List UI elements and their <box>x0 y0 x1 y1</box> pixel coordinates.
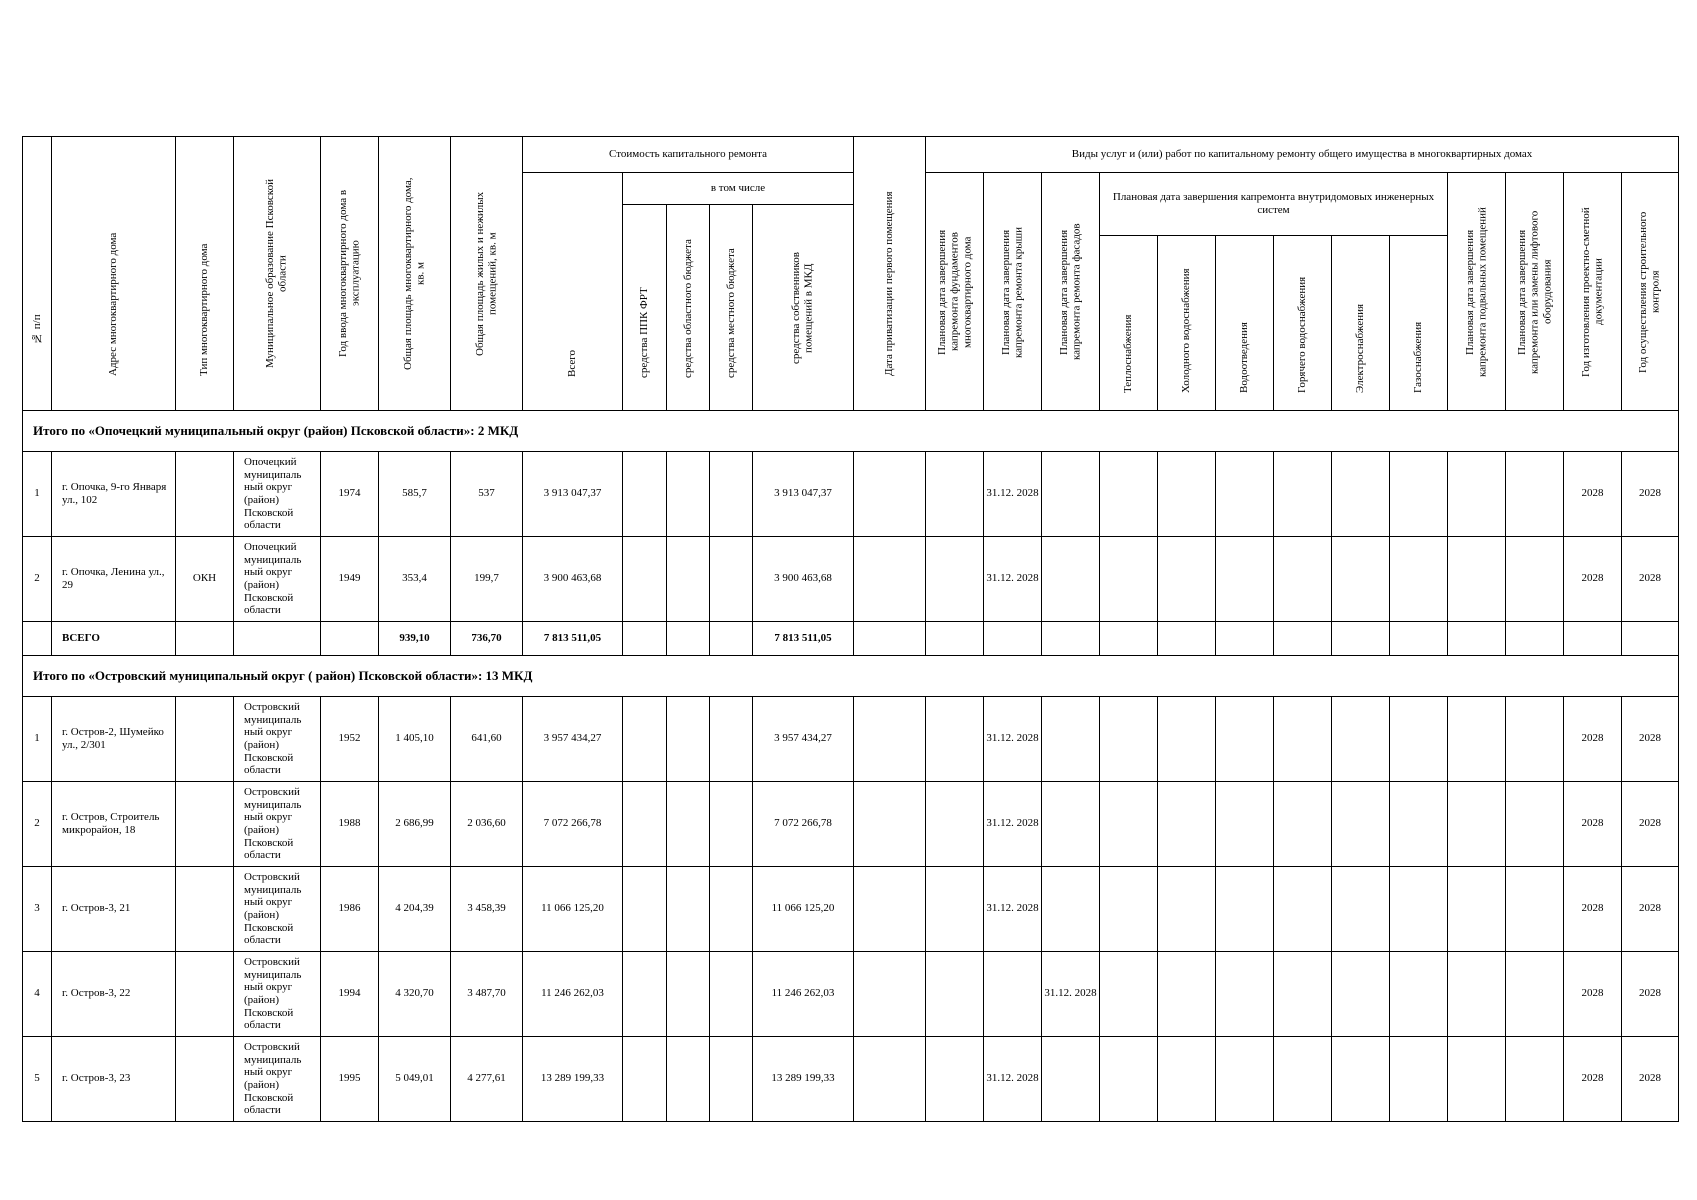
row-empty-cell <box>1390 782 1448 867</box>
row-empty-cell <box>623 782 667 867</box>
row-empty-cell <box>926 537 984 622</box>
header-privatization: Дата приватизации первого помещения <box>854 137 926 411</box>
row-roof-date: 31.12. 2028 <box>984 867 1042 952</box>
row-design-year: 2028 <box>1564 952 1622 1037</box>
row-control-year: 2028 <box>1622 867 1679 952</box>
row-empty-cell <box>1390 952 1448 1037</box>
row-facade-date: 31.12. 2028 <box>1042 952 1100 1037</box>
total-owners: 7 813 511,05 <box>753 622 854 656</box>
row-area: 2 686,99 <box>379 782 451 867</box>
row-facade-date <box>1042 452 1100 537</box>
header-drainage: Водоотведения <box>1216 236 1274 411</box>
row-area: 1 405,10 <box>379 697 451 782</box>
row-empty-cell <box>1506 782 1564 867</box>
row-municipality: Островский муниципаль ный округ (район) Псковской области <box>234 952 321 1037</box>
header-basement: Плановая дата завершения капремонта подвальных помещений <box>1448 173 1506 411</box>
row-num: 4 <box>23 952 52 1037</box>
row-empty-cell <box>1506 952 1564 1037</box>
row-roof-date: 31.12. 2028 <box>984 697 1042 782</box>
row-empty-cell <box>1448 452 1506 537</box>
row-owners: 3 913 047,37 <box>753 452 854 537</box>
row-owners: 11 066 125,20 <box>753 867 854 952</box>
row-address: г. Остров-3, 21 <box>52 867 176 952</box>
header-regional: средства областного бюджета <box>667 205 710 411</box>
row-empty-cell <box>926 867 984 952</box>
row-control-year: 2028 <box>1622 952 1679 1037</box>
total-cost: 7 813 511,05 <box>523 622 623 656</box>
group-title: Итого по «Островский муниципальный округ ( район) Псковской области»: 13 МКД <box>23 656 1679 697</box>
row-empty-cell <box>1274 1037 1332 1122</box>
total-label: ВСЕГО <box>52 622 176 656</box>
row-premises: 3 487,70 <box>451 952 523 1037</box>
total-empty-cell <box>234 622 321 656</box>
row-year: 1949 <box>321 537 379 622</box>
row-type <box>176 697 234 782</box>
row-empty-cell <box>1506 452 1564 537</box>
row-empty-cell <box>1506 1037 1564 1122</box>
row-empty-cell <box>1448 952 1506 1037</box>
row-premises: 2 036,60 <box>451 782 523 867</box>
row-empty-cell <box>854 952 926 1037</box>
table-row <box>23 867 1679 952</box>
row-owners: 3 900 463,68 <box>753 537 854 622</box>
row-empty-cell <box>1216 952 1274 1037</box>
row-cost-total: 11 246 262,03 <box>523 952 623 1037</box>
row-facade-date <box>1042 697 1100 782</box>
row-num: 1 <box>23 697 52 782</box>
row-empty-cell <box>623 537 667 622</box>
row-area: 353,4 <box>379 537 451 622</box>
row-empty-cell <box>1390 1037 1448 1122</box>
row-empty-cell <box>1332 952 1390 1037</box>
row-empty-cell <box>1216 697 1274 782</box>
row-area: 4 204,39 <box>379 867 451 952</box>
row-empty-cell <box>623 697 667 782</box>
row-num: 2 <box>23 537 52 622</box>
row-empty-cell <box>1216 1037 1274 1122</box>
row-empty-cell <box>854 697 926 782</box>
row-empty-cell <box>1448 782 1506 867</box>
row-empty-cell <box>667 452 710 537</box>
header-gas: Газоснабжения <box>1390 236 1448 411</box>
repair-register-table <box>22 136 1679 1122</box>
row-empty-cell <box>1100 697 1158 782</box>
total-area: 939,10 <box>379 622 451 656</box>
row-roof-date <box>984 952 1042 1037</box>
row-type <box>176 952 234 1037</box>
header-total-area: Общая площадь многоквартирного дома, кв. м <box>379 137 451 411</box>
row-cost-total: 7 072 266,78 <box>523 782 623 867</box>
header-premises-area: Общая площадь жилых и нежилых помещений, кв. м <box>451 137 523 411</box>
row-empty-cell <box>854 1037 926 1122</box>
row-design-year: 2028 <box>1564 867 1622 952</box>
row-empty-cell <box>1332 782 1390 867</box>
row-empty-cell <box>1100 537 1158 622</box>
row-facade-date <box>1042 782 1100 867</box>
row-empty-cell <box>710 697 753 782</box>
total-empty-cell <box>854 622 926 656</box>
row-empty-cell <box>1390 697 1448 782</box>
row-empty-cell <box>1448 1037 1506 1122</box>
row-premises: 537 <box>451 452 523 537</box>
row-owners: 11 246 262,03 <box>753 952 854 1037</box>
header-electric: Электроснабжения <box>1332 236 1390 411</box>
header-year-built: Год ввода многоквартирного дома в эксплуатацию <box>321 137 379 411</box>
row-type <box>176 867 234 952</box>
row-owners: 13 289 199,33 <box>753 1037 854 1122</box>
row-control-year: 2028 <box>1622 697 1679 782</box>
row-roof-date: 31.12. 2028 <box>984 537 1042 622</box>
row-empty-cell <box>667 697 710 782</box>
row-empty-cell <box>926 452 984 537</box>
row-empty-cell <box>1274 782 1332 867</box>
row-empty-cell <box>1274 537 1332 622</box>
total-empty-cell <box>667 622 710 656</box>
row-empty-cell <box>710 782 753 867</box>
row-address: г. Опочка, Ленина ул., 29 <box>52 537 176 622</box>
row-empty-cell <box>1100 782 1158 867</box>
row-empty-cell <box>667 867 710 952</box>
header-cost-total: Всего <box>523 173 623 411</box>
row-empty-cell <box>1216 537 1274 622</box>
header-cold-water: Холодного водоснабжения <box>1158 236 1216 411</box>
group-row <box>23 411 1679 452</box>
row-empty-cell <box>854 537 926 622</box>
row-empty-cell <box>1506 537 1564 622</box>
row-year: 1952 <box>321 697 379 782</box>
total-empty-cell <box>1274 622 1332 656</box>
row-facade-date <box>1042 1037 1100 1122</box>
total-empty-cell <box>1216 622 1274 656</box>
row-premises: 3 458,39 <box>451 867 523 952</box>
total-empty-cell <box>984 622 1042 656</box>
row-municipality: Островский муниципаль ный округ (район) Псковской области <box>234 697 321 782</box>
header-control-year: Год осуществления строительного контроля <box>1622 173 1679 411</box>
row-empty-cell <box>1216 867 1274 952</box>
row-num: 3 <box>23 867 52 952</box>
row-cost-total: 3 900 463,68 <box>523 537 623 622</box>
row-empty-cell <box>1100 952 1158 1037</box>
header-municipality: Муниципальное образование Псковской области <box>234 137 321 411</box>
row-empty-cell <box>854 867 926 952</box>
row-type <box>176 782 234 867</box>
row-empty-cell <box>1332 867 1390 952</box>
header-type: Тип многоквартирного дома <box>176 137 234 411</box>
row-empty-cell <box>710 452 753 537</box>
total-empty-cell <box>1332 622 1390 656</box>
row-empty-cell <box>710 952 753 1037</box>
row-empty-cell <box>1274 452 1332 537</box>
row-empty-cell <box>623 952 667 1037</box>
row-empty-cell <box>1158 952 1216 1037</box>
total-premises: 736,70 <box>451 622 523 656</box>
row-address: г. Остров-2, Шумейко ул., 2/301 <box>52 697 176 782</box>
row-empty-cell <box>1390 867 1448 952</box>
row-num: 1 <box>23 452 52 537</box>
row-control-year: 2028 <box>1622 782 1679 867</box>
group-row <box>23 656 1679 697</box>
header-num: № п/п <box>23 137 52 411</box>
row-empty-cell <box>667 782 710 867</box>
row-empty-cell <box>1274 952 1332 1037</box>
table-row <box>23 697 1679 782</box>
row-design-year: 2028 <box>1564 697 1622 782</box>
row-empty-cell <box>667 952 710 1037</box>
header-elevator: Плановая дата завершения капремонта или замены лифтового оборудования <box>1506 173 1564 411</box>
row-year: 1994 <box>321 952 379 1037</box>
table-row <box>23 952 1679 1037</box>
row-year: 1995 <box>321 1037 379 1122</box>
row-empty-cell <box>1100 452 1158 537</box>
row-empty-cell <box>1448 697 1506 782</box>
row-facade-date <box>1042 537 1100 622</box>
row-year: 1988 <box>321 782 379 867</box>
row-num: 5 <box>23 1037 52 1122</box>
row-empty-cell <box>667 537 710 622</box>
row-empty-cell <box>1448 537 1506 622</box>
row-empty-cell <box>1158 867 1216 952</box>
header-owners: средства собственников помещений в МКД <box>753 205 854 411</box>
row-address: г. Остров, Строитель микрорайон, 18 <box>52 782 176 867</box>
row-empty-cell <box>1506 867 1564 952</box>
row-owners: 3 957 434,27 <box>753 697 854 782</box>
row-design-year: 2028 <box>1564 537 1622 622</box>
table-row <box>23 452 1679 537</box>
row-empty-cell <box>623 867 667 952</box>
total-empty-cell <box>710 622 753 656</box>
row-area: 4 320,70 <box>379 952 451 1037</box>
header-works-group: Виды услуг и (или) работ по капитальному ремонту общего имущества в многоквартирных домах <box>926 137 1679 173</box>
row-control-year: 2028 <box>1622 452 1679 537</box>
row-empty-cell <box>1332 537 1390 622</box>
row-address: г. Остров-3, 22 <box>52 952 176 1037</box>
row-empty-cell <box>1448 867 1506 952</box>
total-empty-cell <box>1622 622 1679 656</box>
header-foundation: Плановая дата завершения капремонта фундаментов многоквартирного дома <box>926 173 984 411</box>
row-design-year: 2028 <box>1564 1037 1622 1122</box>
row-year: 1986 <box>321 867 379 952</box>
row-empty-cell <box>710 867 753 952</box>
row-empty-cell <box>1274 867 1332 952</box>
header-local: средства местного бюджета <box>710 205 753 411</box>
total-empty-cell <box>1390 622 1448 656</box>
header-heat: Теплоснабжения <box>1100 236 1158 411</box>
row-address: г. Остров-3, 23 <box>52 1037 176 1122</box>
total-empty-cell <box>1564 622 1622 656</box>
row-empty-cell <box>1100 1037 1158 1122</box>
row-empty-cell <box>1158 537 1216 622</box>
total-empty-cell <box>926 622 984 656</box>
row-address: г. Опочка, 9-го Января ул., 102 <box>52 452 176 537</box>
header-design-year: Год изготовления проектно-сметной документации <box>1564 173 1622 411</box>
row-empty-cell <box>1216 452 1274 537</box>
row-empty-cell <box>1332 452 1390 537</box>
row-empty-cell <box>1100 867 1158 952</box>
row-empty-cell <box>1390 537 1448 622</box>
row-area: 5 049,01 <box>379 1037 451 1122</box>
row-empty-cell <box>926 782 984 867</box>
row-design-year: 2028 <box>1564 452 1622 537</box>
row-type <box>176 452 234 537</box>
row-empty-cell <box>926 1037 984 1122</box>
total-empty-cell <box>321 622 379 656</box>
table-row <box>23 537 1679 622</box>
row-control-year: 2028 <box>1622 1037 1679 1122</box>
total-empty-cell <box>1100 622 1158 656</box>
header-ppk: средства ППК ФРТ <box>623 205 667 411</box>
row-type: ОКН <box>176 537 234 622</box>
row-empty-cell <box>1332 1037 1390 1122</box>
total-empty-cell <box>623 622 667 656</box>
row-empty-cell <box>854 452 926 537</box>
row-cost-total: 13 289 199,33 <box>523 1037 623 1122</box>
row-cost-total: 3 913 047,37 <box>523 452 623 537</box>
row-empty-cell <box>1158 452 1216 537</box>
row-empty-cell <box>623 1037 667 1122</box>
row-empty-cell <box>854 782 926 867</box>
row-roof-date: 31.12. 2028 <box>984 1037 1042 1122</box>
row-empty-cell <box>667 1037 710 1122</box>
header-facade: Плановая дата завершения капремонта ремонта фасадов <box>1042 173 1100 411</box>
row-empty-cell <box>710 537 753 622</box>
row-empty-cell <box>623 452 667 537</box>
row-control-year: 2028 <box>1622 537 1679 622</box>
total-empty-cell <box>176 622 234 656</box>
row-type <box>176 1037 234 1122</box>
row-cost-total: 3 957 434,27 <box>523 697 623 782</box>
row-num: 2 <box>23 782 52 867</box>
row-facade-date <box>1042 867 1100 952</box>
row-premises: 641,60 <box>451 697 523 782</box>
header-incl: в том числе <box>623 173 854 205</box>
row-municipality: Опочецкий муниципаль ный округ (район) Псковской области <box>234 537 321 622</box>
total-empty-cell <box>1448 622 1506 656</box>
row-empty-cell <box>1158 1037 1216 1122</box>
table-row <box>23 782 1679 867</box>
row-empty-cell <box>1158 782 1216 867</box>
row-area: 585,7 <box>379 452 451 537</box>
total-empty-cell <box>1042 622 1100 656</box>
row-municipality: Островский муниципаль ный округ (район) Псковской области <box>234 867 321 952</box>
header-cost-group: Стоимость капитального ремонта <box>523 137 854 173</box>
header-address: Адрес многоквартирного дома <box>52 137 176 411</box>
header-systems-group: Плановая дата завершения капремонта внутридомовых инженерных систем <box>1100 173 1448 236</box>
row-design-year: 2028 <box>1564 782 1622 867</box>
row-empty-cell <box>1506 697 1564 782</box>
row-empty-cell <box>1390 452 1448 537</box>
header-hot-water: Горячего водоснабжения <box>1274 236 1332 411</box>
row-premises: 199,7 <box>451 537 523 622</box>
row-empty-cell <box>926 952 984 1037</box>
row-empty-cell <box>926 697 984 782</box>
row-empty-cell <box>1158 697 1216 782</box>
row-empty-cell <box>1216 782 1274 867</box>
row-municipality: Островский муниципаль ный округ (район) Псковской области <box>234 782 321 867</box>
table-body <box>23 411 1679 1122</box>
table-row <box>23 1037 1679 1122</box>
row-year: 1974 <box>321 452 379 537</box>
row-empty-cell <box>1332 697 1390 782</box>
row-municipality: Островский муниципаль ный округ (район) Псковской области <box>234 1037 321 1122</box>
row-municipality: Опочецкий муниципаль ный округ (район) Псковской области <box>234 452 321 537</box>
row-premises: 4 277,61 <box>451 1037 523 1122</box>
row-owners: 7 072 266,78 <box>753 782 854 867</box>
row-cost-total: 11 066 125,20 <box>523 867 623 952</box>
table-header <box>23 137 1679 411</box>
row-empty-cell <box>1274 697 1332 782</box>
total-empty-cell <box>1506 622 1564 656</box>
group-title: Итого по «Опочецкий муниципальный округ (район) Псковской области»: 2 МКД <box>23 411 1679 452</box>
row-roof-date: 31.12. 2028 <box>984 782 1042 867</box>
total-empty-cell <box>23 622 52 656</box>
row-empty-cell <box>710 1037 753 1122</box>
row-roof-date: 31.12. 2028 <box>984 452 1042 537</box>
total-row <box>23 622 1679 656</box>
total-empty-cell <box>1158 622 1216 656</box>
header-roof: Плановая дата завершения капремонта ремонта крыши <box>984 173 1042 411</box>
